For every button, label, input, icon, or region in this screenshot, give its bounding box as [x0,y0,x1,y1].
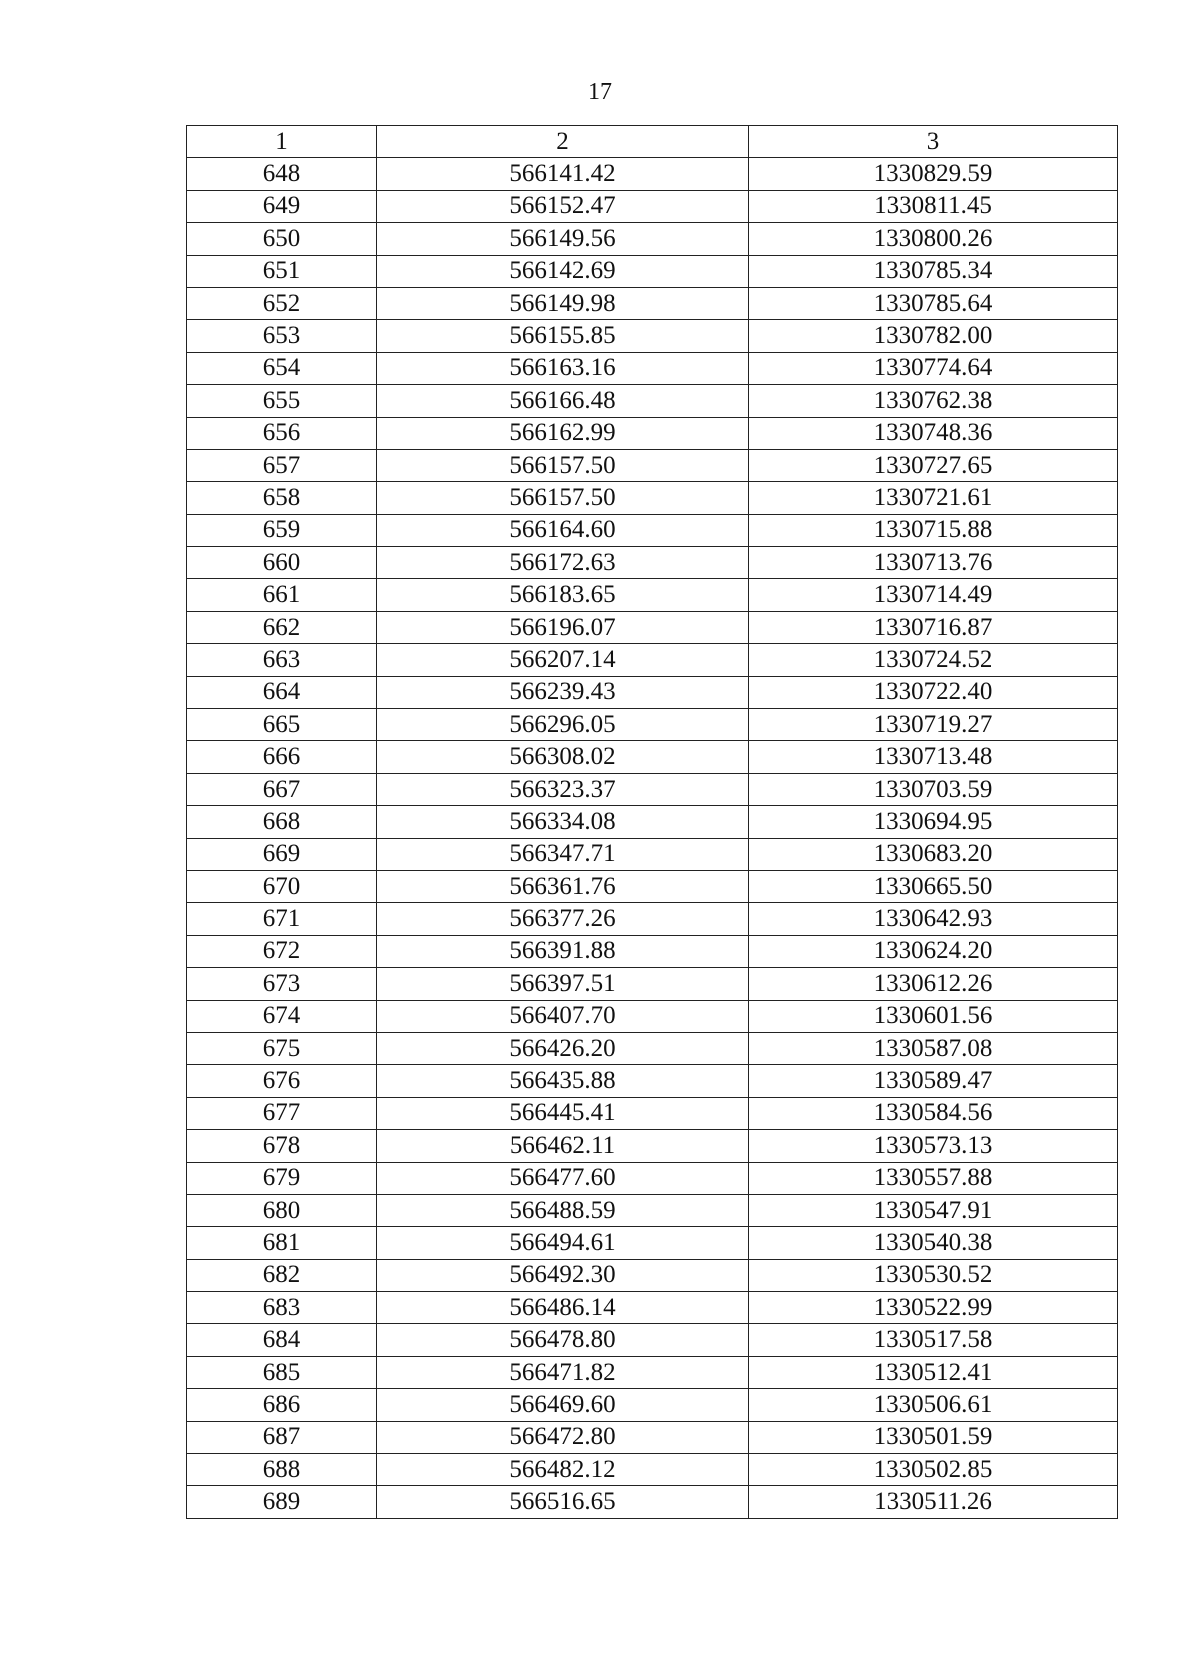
x-coordinate-cell: 566296.05 [377,709,749,741]
coordinates-table [186,125,1118,1519]
x-coordinate-cell: 566239.43 [377,676,749,708]
point-number-cell: 668 [187,806,377,838]
table-row [187,806,1118,838]
table-row [187,1454,1118,1486]
table-row [187,709,1118,741]
table-row [187,1065,1118,1097]
point-number-cell: 659 [187,514,377,546]
table-row [187,676,1118,708]
table-row [187,1389,1118,1421]
y-coordinate-cell: 1330703.59 [749,773,1118,805]
x-coordinate-cell: 566347.71 [377,838,749,870]
point-number-cell: 688 [187,1454,377,1486]
y-coordinate-cell: 1330587.08 [749,1032,1118,1064]
table-row [187,870,1118,902]
column-header-1: 1 [187,126,377,158]
x-coordinate-cell: 566142.69 [377,255,749,287]
x-coordinate-cell: 566162.99 [377,417,749,449]
y-coordinate-cell: 1330714.49 [749,579,1118,611]
table-row [187,1000,1118,1032]
y-coordinate-cell: 1330762.38 [749,385,1118,417]
point-number-cell: 660 [187,547,377,579]
point-number-cell: 685 [187,1356,377,1388]
x-coordinate-cell: 566157.50 [377,449,749,481]
x-coordinate-cell: 566516.65 [377,1486,749,1518]
point-number-cell: 677 [187,1097,377,1129]
y-coordinate-cell: 1330811.45 [749,190,1118,222]
table-row [187,158,1118,190]
x-coordinate-cell: 566141.42 [377,158,749,190]
x-coordinate-cell: 566308.02 [377,741,749,773]
point-number-cell: 651 [187,255,377,287]
x-coordinate-cell: 566196.07 [377,611,749,643]
table-header-row [187,126,1118,158]
table-row [187,287,1118,319]
y-coordinate-cell: 1330642.93 [749,903,1118,935]
y-coordinate-cell: 1330502.85 [749,1454,1118,1486]
table-row [187,417,1118,449]
table-row [187,1162,1118,1194]
point-number-cell: 678 [187,1130,377,1162]
y-coordinate-cell: 1330511.26 [749,1486,1118,1518]
x-coordinate-cell: 566149.98 [377,287,749,319]
point-number-cell: 656 [187,417,377,449]
point-number-cell: 661 [187,579,377,611]
x-coordinate-cell: 566445.41 [377,1097,749,1129]
y-coordinate-cell: 1330727.65 [749,449,1118,481]
table-row [187,968,1118,1000]
y-coordinate-cell: 1330530.52 [749,1259,1118,1291]
y-coordinate-cell: 1330547.91 [749,1194,1118,1226]
table-row [187,1356,1118,1388]
x-coordinate-cell: 566472.80 [377,1421,749,1453]
x-coordinate-cell: 566149.56 [377,223,749,255]
table-row [187,1324,1118,1356]
x-coordinate-cell: 566477.60 [377,1162,749,1194]
point-number-cell: 671 [187,903,377,935]
point-number-cell: 652 [187,287,377,319]
x-coordinate-cell: 566471.82 [377,1356,749,1388]
table-row [187,223,1118,255]
table-row [187,773,1118,805]
x-coordinate-cell: 566155.85 [377,320,749,352]
point-number-cell: 667 [187,773,377,805]
y-coordinate-cell: 1330694.95 [749,806,1118,838]
table-row [187,1292,1118,1324]
point-number-cell: 682 [187,1259,377,1291]
point-number-cell: 648 [187,158,377,190]
point-number-cell: 689 [187,1486,377,1518]
point-number-cell: 655 [187,385,377,417]
point-number-cell: 681 [187,1227,377,1259]
table-row [187,1486,1118,1518]
table-row [187,1227,1118,1259]
y-coordinate-cell: 1330721.61 [749,482,1118,514]
y-coordinate-cell: 1330665.50 [749,870,1118,902]
y-coordinate-cell: 1330782.00 [749,320,1118,352]
point-number-cell: 680 [187,1194,377,1226]
x-coordinate-cell: 566377.26 [377,903,749,935]
x-coordinate-cell: 566172.63 [377,547,749,579]
point-number-cell: 675 [187,1032,377,1064]
table-row [187,741,1118,773]
x-coordinate-cell: 566478.80 [377,1324,749,1356]
y-coordinate-cell: 1330624.20 [749,935,1118,967]
x-coordinate-cell: 566435.88 [377,1065,749,1097]
y-coordinate-cell: 1330785.34 [749,255,1118,287]
y-coordinate-cell: 1330722.40 [749,676,1118,708]
point-number-cell: 669 [187,838,377,870]
table-row [187,255,1118,287]
x-coordinate-cell: 566207.14 [377,644,749,676]
page-number: 17 [588,79,612,105]
x-coordinate-cell: 566166.48 [377,385,749,417]
x-coordinate-cell: 566482.12 [377,1454,749,1486]
y-coordinate-cell: 1330683.20 [749,838,1118,870]
point-number-cell: 663 [187,644,377,676]
table-row [187,1097,1118,1129]
table-row [187,352,1118,384]
point-number-cell: 649 [187,190,377,222]
y-coordinate-cell: 1330715.88 [749,514,1118,546]
table-row [187,547,1118,579]
x-coordinate-cell: 566391.88 [377,935,749,967]
x-coordinate-cell: 566323.37 [377,773,749,805]
y-coordinate-cell: 1330589.47 [749,1065,1118,1097]
y-coordinate-cell: 1330512.41 [749,1356,1118,1388]
x-coordinate-cell: 566426.20 [377,1032,749,1064]
point-number-cell: 670 [187,870,377,902]
x-coordinate-cell: 566407.70 [377,1000,749,1032]
y-coordinate-cell: 1330713.48 [749,741,1118,773]
x-coordinate-cell: 566486.14 [377,1292,749,1324]
point-number-cell: 673 [187,968,377,1000]
y-coordinate-cell: 1330829.59 [749,158,1118,190]
y-coordinate-cell: 1330517.58 [749,1324,1118,1356]
y-coordinate-cell: 1330522.99 [749,1292,1118,1324]
x-coordinate-cell: 566163.16 [377,352,749,384]
y-coordinate-cell: 1330612.26 [749,968,1118,1000]
x-coordinate-cell: 566397.51 [377,968,749,1000]
x-coordinate-cell: 566488.59 [377,1194,749,1226]
column-header-3: 3 [749,126,1118,158]
y-coordinate-cell: 1330719.27 [749,709,1118,741]
x-coordinate-cell: 566157.50 [377,482,749,514]
x-coordinate-cell: 566164.60 [377,514,749,546]
x-coordinate-cell: 566183.65 [377,579,749,611]
table-row [187,838,1118,870]
point-number-cell: 657 [187,449,377,481]
table-row [187,1032,1118,1064]
y-coordinate-cell: 1330774.64 [749,352,1118,384]
point-number-cell: 683 [187,1292,377,1324]
point-number-cell: 684 [187,1324,377,1356]
y-coordinate-cell: 1330748.36 [749,417,1118,449]
point-number-cell: 650 [187,223,377,255]
x-coordinate-cell: 566361.76 [377,870,749,902]
point-number-cell: 672 [187,935,377,967]
y-coordinate-cell: 1330800.26 [749,223,1118,255]
point-number-cell: 674 [187,1000,377,1032]
point-number-cell: 666 [187,741,377,773]
table-row [187,1421,1118,1453]
y-coordinate-cell: 1330601.56 [749,1000,1118,1032]
point-number-cell: 665 [187,709,377,741]
y-coordinate-cell: 1330724.52 [749,644,1118,676]
table-row [187,385,1118,417]
point-number-cell: 686 [187,1389,377,1421]
y-coordinate-cell: 1330557.88 [749,1162,1118,1194]
point-number-cell: 658 [187,482,377,514]
table-row [187,579,1118,611]
point-number-cell: 664 [187,676,377,708]
table-row [187,644,1118,676]
point-number-cell: 653 [187,320,377,352]
x-coordinate-cell: 566494.61 [377,1227,749,1259]
column-header-2: 2 [377,126,749,158]
x-coordinate-cell: 566462.11 [377,1130,749,1162]
table-row [187,1259,1118,1291]
y-coordinate-cell: 1330501.59 [749,1421,1118,1453]
y-coordinate-cell: 1330506.61 [749,1389,1118,1421]
x-coordinate-cell: 566334.08 [377,806,749,838]
x-coordinate-cell: 566492.30 [377,1259,749,1291]
table-row [187,611,1118,643]
table-row [187,320,1118,352]
y-coordinate-cell: 1330713.76 [749,547,1118,579]
point-number-cell: 687 [187,1421,377,1453]
y-coordinate-cell: 1330573.13 [749,1130,1118,1162]
x-coordinate-cell: 566152.47 [377,190,749,222]
x-coordinate-cell: 566469.60 [377,1389,749,1421]
point-number-cell: 662 [187,611,377,643]
table-body [187,158,1118,1518]
table-row [187,514,1118,546]
y-coordinate-cell: 1330785.64 [749,287,1118,319]
table-row [187,1194,1118,1226]
table-row [187,482,1118,514]
y-coordinate-cell: 1330716.87 [749,611,1118,643]
table-row [187,1130,1118,1162]
table-row [187,935,1118,967]
table-row [187,903,1118,935]
point-number-cell: 676 [187,1065,377,1097]
y-coordinate-cell: 1330540.38 [749,1227,1118,1259]
point-number-cell: 654 [187,352,377,384]
table-row [187,449,1118,481]
y-coordinate-cell: 1330584.56 [749,1097,1118,1129]
point-number-cell: 679 [187,1162,377,1194]
table-row [187,190,1118,222]
